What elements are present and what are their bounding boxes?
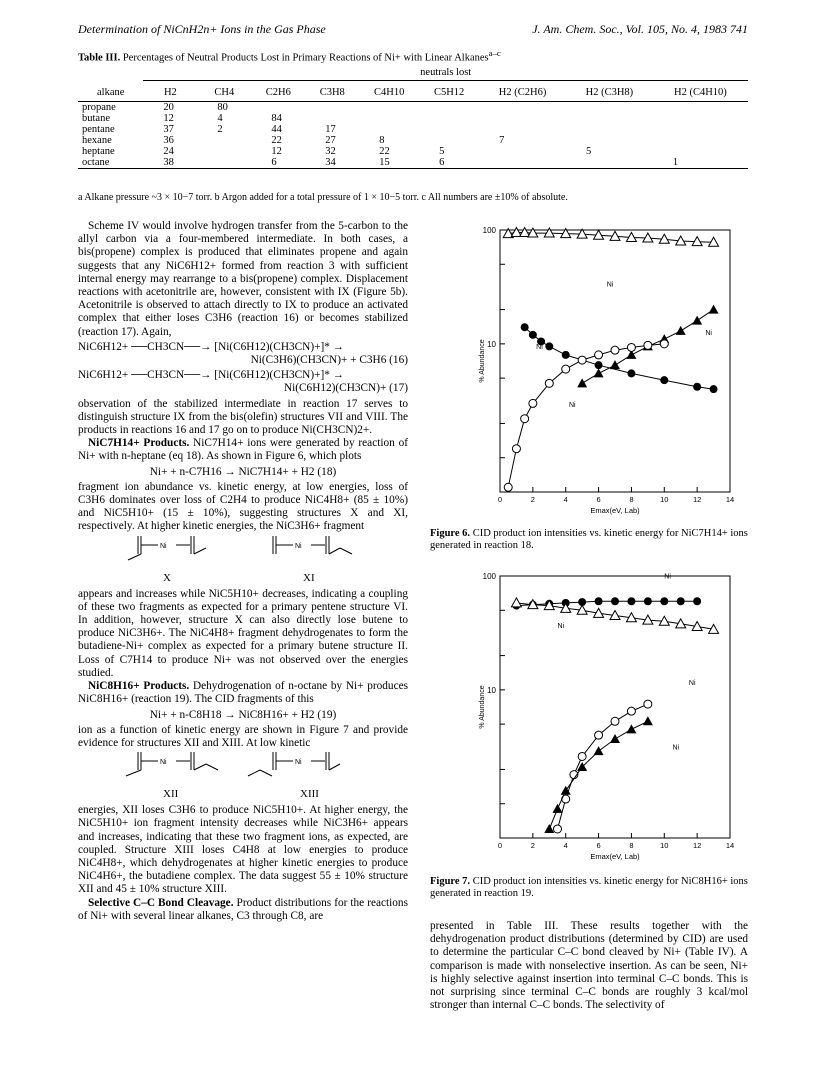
table-cell [197,135,251,146]
data-point [693,597,701,605]
table-cell: 84 [271,113,282,124]
table-cell: hexane [82,135,112,146]
table-cell [197,146,251,157]
table-cell [419,113,479,124]
x-tick-label: 10 [660,495,669,504]
table-cell: 34 [305,157,359,169]
data-point [611,346,619,354]
equation-17-line2: Ni(C6H12)(CH3CN)+ (17) [283,382,408,395]
data-point [553,804,563,813]
series-line [558,704,648,829]
data-point [562,365,570,373]
table-cell [566,124,653,135]
data-point [644,341,652,349]
figure-7-caption [430,876,748,900]
table-cell: 24 [163,146,174,157]
table-column-header: H2 (C2H6) [479,81,566,102]
table-cell [479,113,566,124]
figure-7-chart [430,568,748,868]
table-cell [566,135,653,146]
header-title: Determination of NiCnH2n+ Ions in the Gas Phase [78,22,326,36]
data-point [660,597,668,605]
table-cell: 5 [439,146,445,157]
x-tick-label: 8 [629,495,634,504]
table-column-header: alkane [78,81,143,102]
paragraph: Scheme IV would involve hydrogen transfer from the 5-carbon to the allyl carbon via a four-membered intermediate. In both cases, a bis(propene) complex is produced that eliminates propene and again suggests that any NiC6H12+ formed from reaction 3 with sufficient internal energy may rearrange to a bis(propene) complex. Displacement reactions with acetonitrile are, however, consistent with IX (Figure 5b). Acetonitrile is observed to attach directly to IX to produce an activated complex that either loses C3H6 (reaction 16) or becomes stabilized (reaction 17). Again, [78,220,408,338]
structure-drawing [78,750,408,804]
structures-x-xi [78,534,408,588]
series-label: Ni [569,401,576,409]
table-column-header: H2 (C3H8) [566,81,653,102]
equation-16 [78,341,408,367]
equation-16-line1: NiC6H12+ ──CH3CN──→ [Ni(C6H12)(CH3CN)+]* → [78,340,344,353]
table-row [78,113,748,124]
x-tick-label: 14 [725,841,735,850]
figure-6-caption-label: Figure 6. [430,528,471,539]
header-journal: J. Am. Chem. Soc., Vol. 105, No. 4, 1983 741 [532,22,748,36]
table-cell: 17 [325,124,336,135]
x-tick-label: 10 [660,841,669,850]
equation-19: Ni+ + n-C8H18 → NiC8H16+ + H2 (19) [149,708,337,721]
table-cell: 15 [359,157,419,169]
equation-17 [78,369,408,395]
paragraph: energies, XII loses C3H6 to produce NiC5H10+. At higher energy, the NiC5H10+ ion fragment intensity decreases while NiC3H6+ appears and increases, indicating that these two fragment ions, as expected, are coupled. Structure XIII loses C4H8 at low energies to produce NiC4H8+, which dehydrogenates at higher kinetic energies to produce NiC4H6+, the butadiene complex. The data suggest 55 ± 10% structure XII and 45 ± 10% structure XIII. [78,804,408,896]
ni-label: Ni [295,542,302,550]
data-point [594,746,604,755]
data-point [676,326,686,335]
data-point [529,399,537,407]
table-cell: 44 [271,124,282,135]
x-tick-label: 0 [497,841,503,850]
table-row [78,157,748,169]
table-cell: 4 [217,113,223,124]
data-point [693,383,701,391]
table-cell [479,146,566,157]
structure-label: XIII [300,788,319,801]
data-point [562,351,570,359]
table-cell [359,102,419,114]
data-point [610,734,620,743]
data-point [611,717,619,725]
x-tick-label: 8 [629,841,634,850]
y-axis-label: % Abundance [479,685,486,729]
ni-label: Ni [160,759,167,767]
table-column-header: C3H8 [305,81,359,102]
structure-label: XI [303,571,315,584]
data-point [627,343,635,351]
table-iii [78,67,748,169]
data-point [521,323,529,331]
series-line [508,344,664,487]
table-cell [479,157,566,169]
y-tick-label: 100 [482,572,496,581]
table-cell [653,146,748,157]
equation-16-line2: Ni(C3H6)(CH3CN)+ + C3H6 (16) [250,354,408,367]
data-point [643,716,653,725]
y-tick-label: 10 [487,339,496,349]
figure-6-caption-text: CID product ion intensities vs. kinetic energy for NiC7H14+ ions generated in reaction 18. [430,528,748,551]
structure-label: XII [163,788,179,801]
table-cell [419,102,479,114]
data-point [511,598,521,607]
table-cell [419,135,479,146]
y-tick-label: 100 [482,226,496,235]
table-cell [305,113,359,124]
table-caption [78,48,501,64]
paragraph: presented in Table III. These results together with the dehydrogenation product distributions (determined by CID) are used to determine the particular C–C bond cleaved by Ni+ (Table IV). A comparison is made with nonselective insertion. As can be seen, Ni+ is highly selective against insertion into terminal C–C bonds. This is not surprising since terminal C–C bonds are roughly 3 kcal/mol stronger than internal C–C bonds. The selectivity of [430,920,748,1012]
x-axis-label: Emax(eV, Lab) [590,506,640,515]
table-row [78,146,748,157]
table-row [78,124,748,135]
table-column-header: H2 [143,81,197,102]
series-label: Ni [606,281,614,289]
table-cell: 80 [217,102,228,113]
table-cell [653,113,748,124]
table-cell [305,102,359,114]
paragraph: NiC7H14+ ions were generated by reaction of Ni+ with n-heptane (eq 18). As shown in Figure 6, which plots [78,437,408,463]
table-cell: 7 [499,135,505,146]
data-point [544,824,554,833]
data-point [512,445,520,453]
table-cell: 37 [163,124,174,135]
table-row [78,102,748,114]
data-point [710,385,718,393]
data-point [578,356,586,364]
table-cell [359,124,419,135]
paragraph: observation of the stabilized intermediate in reaction 17 serves to distinguish structure IX from the bis(olefin) structures VII and VIII. The products in reactions 16 and 17 go on to produce Ni(CH3CN)2+. [78,397,408,437]
x-axis-label: Emax(eV, Lab) [590,852,640,861]
paragraph: Product distributions for the reactions of Ni+ with several linear alkanes, C3 through C8, are [78,896,408,922]
table-cell [359,113,419,124]
table-cell: 2 [217,124,223,135]
y-axis-label: % Abundance [479,339,486,383]
table-cell [479,102,566,114]
table-cell: heptane [82,146,115,157]
data-point [595,361,603,369]
data-point [545,379,553,387]
paragraph: Dehydrogenation of n-octane by Ni+ produces NiC8H16+ (reaction 19). The CID fragments of this [78,680,408,706]
equation-17-line1: NiC6H12+ ──CH3CN──→ [Ni(C6H12)(CH3CN)+]* → [78,369,344,382]
table-cell: 6 [251,157,305,169]
right-column [430,920,748,1012]
data-point [595,597,603,605]
table-cell [653,124,748,135]
table-column-header: C5H12 [419,81,479,102]
structure-drawing [78,534,408,588]
x-tick-label: 0 [497,495,503,504]
data-point [627,597,635,605]
table-cell [653,135,748,146]
series-label: Ni [688,680,696,688]
table-cell [566,113,653,124]
x-tick-label: 4 [563,495,568,504]
table-cell: 12 [163,113,174,124]
x-tick-label: 12 [692,841,702,850]
paragraph: appears and increases while NiC5H10+ decreases, indicating a coupling of these two fragments as expected for a primary pentene structure VI. In addition, however, structure X can also directly lose butene to produce NiC3H6+. The NiC4H8+ fragment dehydrogenates to form the butadiene-Ni+ complex as expected for a primary butene structure II. Loss of C7H14 to produce Ni+ was not observed over the energies studied. [78,587,408,679]
table-cell: octane [78,157,143,169]
table-cell [251,102,305,114]
table-cell [653,102,748,114]
series-label: Ni [664,573,671,581]
table-cell [566,157,653,169]
figure-6-caption [430,528,748,552]
table-caption-sup: a–c [488,48,501,58]
table-cell [479,124,566,135]
series-label: Ni [557,622,565,630]
data-point [504,483,512,491]
data-point [610,360,620,369]
left-column [78,220,408,923]
structure-label: X [163,571,171,584]
table-cell: 8 [379,135,385,146]
data-point [692,316,702,325]
data-point [594,368,604,377]
table-footnote: a Alkane pressure ~3 × 10−7 torr. b Argon added for a total pressure of 1 × 10−5 torr. c All numbers are ±10% of absolute. [78,192,568,203]
data-point [644,700,652,708]
x-tick-label: 6 [596,841,601,850]
x-tick-label: 6 [596,495,601,504]
x-tick-label: 4 [563,841,568,850]
data-point [627,707,635,715]
data-point [660,340,668,348]
x-tick-label: 12 [692,495,702,504]
data-point [554,825,562,833]
figure-6-chart [430,222,748,522]
series-label: Ni [705,329,712,337]
data-point [660,376,668,384]
data-point [595,731,603,739]
data-point [677,597,685,605]
data-point [545,342,553,350]
table-cell [197,157,251,169]
table-cell: 32 [325,146,336,157]
data-point [578,752,586,760]
table-group-header: neutrals lost [143,67,748,81]
series-label: Ni [672,744,680,752]
table-cell: 12 [271,146,282,157]
table-cell: 5 [585,146,592,157]
y-tick-label: 10 [487,685,496,695]
data-point [644,597,652,605]
table-caption-text: Percentages of Neutral Products Lost in Primary Reactions of Ni+ with Linear Alkanes [122,52,489,64]
data-point [611,597,619,605]
table-cell: 20 [163,102,174,113]
table-column-header: C4H10 [359,81,419,102]
x-tick-label: 14 [725,495,735,504]
data-point [709,305,719,314]
data-point [544,228,554,237]
table-column-header: C2H6 [251,81,305,102]
table-cell: 38 [143,157,197,169]
section-heading: NiC7H14+ Products. [88,437,190,450]
table-column-header: CH4 [197,81,251,102]
table-cell: 22 [271,135,282,146]
table-cell: pentane [82,124,115,135]
table-cell: propane [82,102,116,113]
ni-label: Ni [160,542,167,550]
structures-xii-xiii [78,750,408,804]
section-heading: Selective C–C Bond Cleavage. [88,896,234,909]
table-cell [566,102,653,114]
ni-label: Ni [295,759,302,767]
data-point [529,331,537,339]
figure-7-caption-label: Figure 7. [430,876,471,887]
table-cell: 6 [419,157,479,169]
paragraph: ion as a function of kinetic energy are shown in Figure 7 and provide evidence for structures XII and XIII. At low kinetic [78,723,408,749]
table-cell [419,124,479,135]
section-heading: NiC8H16+ Products. [88,680,190,693]
x-tick-label: 2 [530,841,535,850]
paragraph: fragment ion abundance vs. kinetic energy, at low energies, loss of C3H6 dominates over loss of C2H4 to produce NiC4H8+ (85 ± 10%) and NiC5H10+ (15 ± 10%), suggesting structures X and XI, respectively. At higher kinetic energies, the NiC3H6+ fragment [78,480,408,533]
table-caption-label: Table III. [78,52,121,64]
figure-7-caption-text: CID product ion intensities vs. kinetic energy for NiC8H16+ ions generated in reaction 19. [430,876,748,899]
equation-18: Ni+ + n-C7H16 → NiC7H14+ + H2 (18) [149,465,337,478]
table-column-header: H2 (C4H10) [653,81,748,102]
table-row [78,135,748,146]
table-cell: butane [82,113,110,124]
table-cell: 1 [653,157,748,169]
data-point [595,351,603,359]
table-cell: 36 [163,135,174,146]
data-point [577,378,587,387]
x-tick-label: 2 [530,495,535,504]
data-point [521,415,529,423]
data-point [626,724,636,733]
table-cell: 22 [379,146,390,157]
data-point [627,369,635,377]
table-cell: 27 [325,135,336,146]
series-label: Ni [536,344,543,352]
